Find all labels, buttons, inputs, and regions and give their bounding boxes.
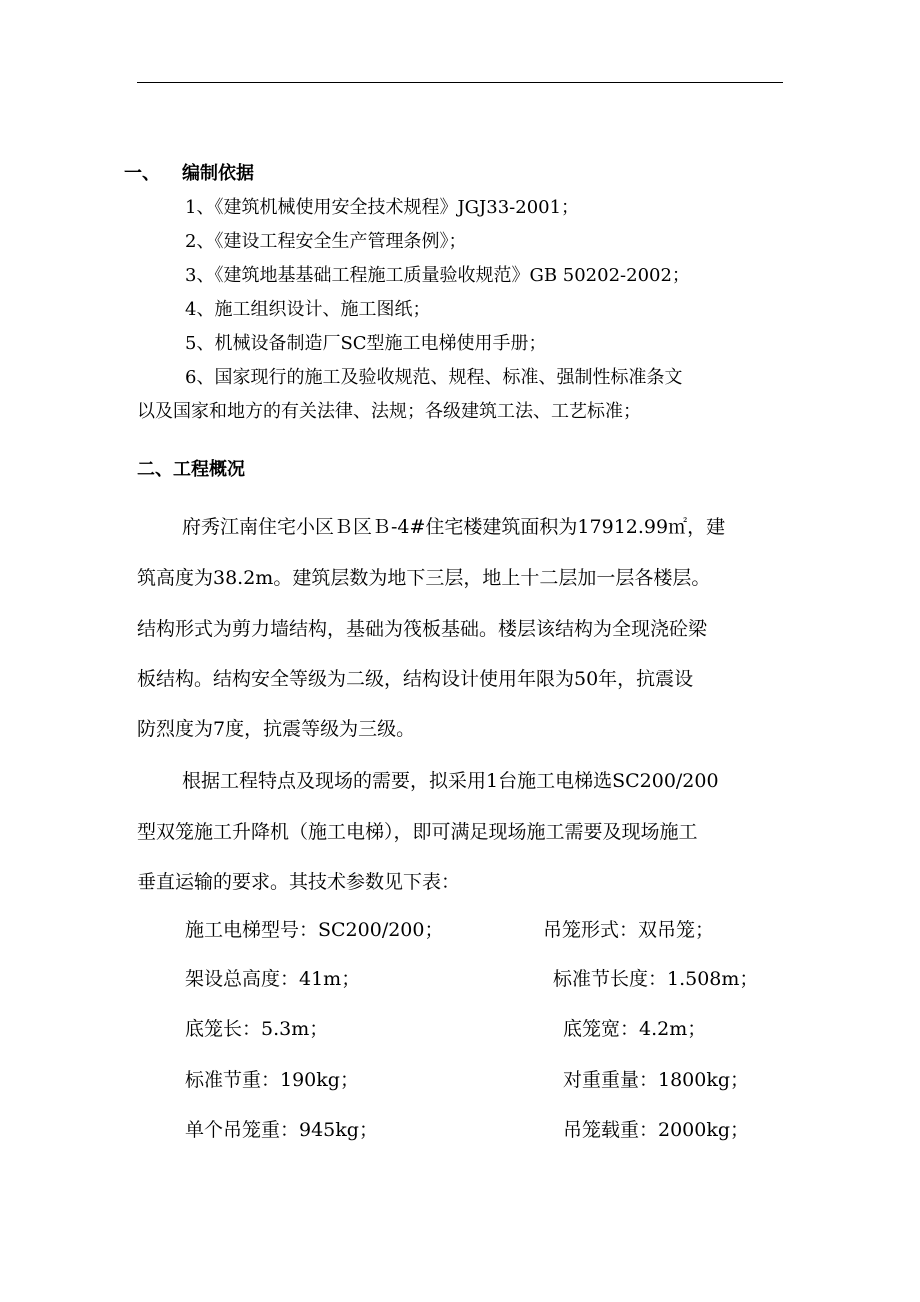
param-left-5: 单个吊笼重：945kg； — [185, 1119, 378, 1141]
overview-line-2: 筑高度为38.2m。建筑层数为地下三层，地上十二层加一层各楼层。 — [137, 567, 711, 589]
overview-line-4: 板结构。结构安全等级为二级，结构设计使用年限为50年，抗震设 — [137, 668, 694, 690]
basis-item-5: 5、机械设备制造厂SC型施工电梯使用手册； — [185, 333, 547, 354]
param-left-2: 架设总高度：41m； — [185, 968, 361, 990]
section1-number: 一、 — [124, 163, 160, 184]
basis-item-6: 6、国家现行的施工及验收规范、规程、标准、强制性标准条文 — [185, 367, 683, 388]
param-left-3: 底笼长：5.3m； — [185, 1018, 329, 1040]
header-rule — [137, 82, 783, 83]
basis-item-3: 3、《建筑地基基础工程施工质量验收规范》GB 50202-2002； — [185, 265, 690, 286]
overview-line-5: 防烈度为7度，抗震等级为三级。 — [137, 718, 416, 740]
param-right-1: 吊笼形式：双吊笼； — [543, 919, 715, 941]
overview-line-3: 结构形式为剪力墙结构，基础为筏板基础。楼层该结构为全现浇砼梁 — [137, 618, 708, 640]
param-right-5: 吊笼载重：2000kg； — [563, 1119, 750, 1141]
elevator-line-3: 垂直运输的要求。其技术参数见下表： — [137, 871, 461, 893]
param-right-4: 对重重量：1800kg； — [563, 1069, 750, 1091]
elevator-line-1: 根据工程特点及现场的需要，拟采用1台施工电梯选SC200/200 — [182, 770, 719, 792]
param-right-3: 底笼宽：4.2m； — [563, 1018, 707, 1040]
basis-item-1: 1、《建筑机械使用安全技术规程》JGJ33-2001； — [185, 197, 580, 218]
elevator-line-2: 型双笼施工升降机（施工电梯），即可满足现场施工需要及现场施工 — [137, 821, 698, 843]
basis-item-2: 2、《建设工程安全生产管理条例》； — [185, 231, 467, 252]
section1-title: 编制依据 — [182, 163, 254, 184]
param-left-1: 施工电梯型号：SC200/200； — [185, 919, 444, 941]
basis-item-6-cont: 以及国家和地方的有关法律、法规；各级建筑工法、工艺标准； — [137, 401, 641, 422]
param-left-4: 标准节重：190kg； — [185, 1069, 359, 1091]
basis-item-4: 4、施工组织设计、施工图纸； — [185, 299, 431, 320]
section2-title: 二、工程概况 — [137, 459, 245, 480]
overview-line-1: 府秀江南住宅小区Ｂ区Ｂ-4#住宅楼建筑面积为17912.99㎡，建 — [182, 516, 726, 538]
param-right-2: 标准节长度：1.508m； — [553, 968, 759, 990]
